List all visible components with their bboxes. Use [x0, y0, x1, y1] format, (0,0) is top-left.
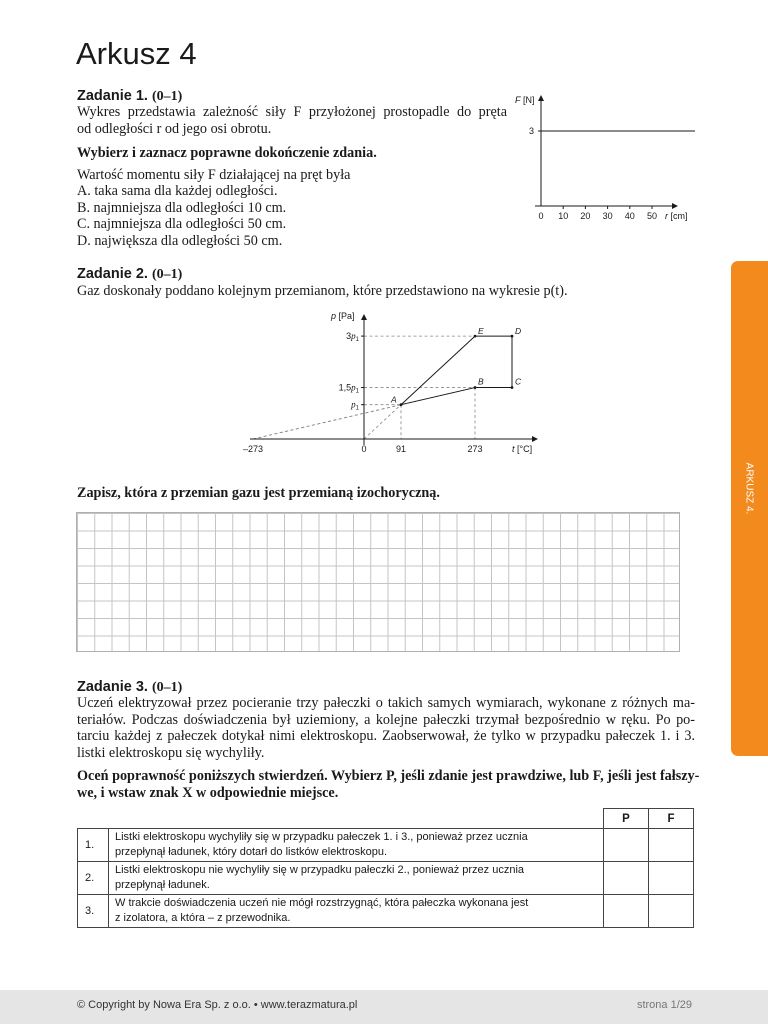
chart1-xlabel: r [cm]: [665, 211, 688, 221]
row-number: 2.: [78, 862, 109, 895]
task1-options: [77, 183, 286, 249]
chart1-ylabel: F [N]: [515, 95, 535, 105]
task1-intro: [77, 104, 507, 137]
row1-f-cell[interactable]: [649, 829, 694, 862]
true-false-table: [77, 808, 694, 928]
answer-grid[interactable]: [76, 512, 680, 652]
side-tab-label: ARKUSZ 4.: [743, 462, 755, 515]
task1-option-d[interactable]: D. największa dla odległości 50 cm.: [77, 232, 283, 249]
pressure-temperature-chart: [230, 305, 550, 465]
task1-heading: [77, 88, 182, 105]
chart2-y-tick-label: $p_1$: [351, 399, 359, 412]
chart2-point-label: C: [515, 376, 522, 387]
side-tab: [731, 261, 768, 756]
task1-intro-line1: Wykres przedstawia zależność siły F przyłożonej prostopadle do pręta: [77, 104, 507, 120]
task2-heading-label: Zadanie 2.: [77, 266, 148, 282]
task3-intro-line1: Uczeń elektryzował przez pocieranie trzy pałeczki o takich samych wymiarach, wykonane z różnych ma-: [77, 695, 695, 711]
task1-option-b[interactable]: B. najmniejsza dla odległości 10 cm.: [77, 199, 287, 216]
chart2-point-B: [474, 386, 477, 389]
task3-points: (0–1): [151, 680, 183, 695]
chart2-cycle: [401, 336, 512, 405]
task2-instruction: Zapisz, która z przemian gazu jest przemianą izochoryczną.: [77, 485, 440, 501]
row-statement: [109, 895, 604, 928]
task2-intro: Gaz doskonały poddano kolejnym przemianom, które przedstawiono na wykresie p(t).: [77, 283, 568, 299]
chart2-x-ticks: [243, 444, 483, 454]
footer-page-number: strona 1/29: [636, 999, 692, 1011]
row-number: 3.: [78, 895, 109, 928]
task1-intro-line2: od odległości r od jego osi obrotu.: [77, 120, 272, 137]
row1-p-cell[interactable]: [604, 829, 649, 862]
row3-f-cell[interactable]: [649, 895, 694, 928]
chart2-x-tick-label: –273: [242, 444, 264, 454]
chart2-x-tick-label: 273: [467, 444, 483, 454]
chart2-ylabel: p [Pa]: [331, 311, 355, 321]
task3-intro: [77, 695, 695, 761]
row-statement-line: z izolatora, a która – z przewodnika.: [115, 911, 291, 924]
row-number: 1.: [78, 829, 109, 862]
chart1-x-tick-label: 50: [646, 211, 658, 221]
row2-p-cell[interactable]: [604, 862, 649, 895]
chart2-segment-AB: [401, 388, 475, 405]
row2-f-cell[interactable]: [649, 862, 694, 895]
row-statement: [109, 862, 604, 895]
chart1-x-ticks: [538, 206, 657, 221]
chart2-x-tick-label: 0: [361, 444, 367, 454]
chart2-y-tick-label: $1,5p_1$: [338, 382, 359, 395]
task1-stem: Wartość momentu siły F działającej na pręt była: [77, 167, 351, 183]
chart2-point-label: B: [478, 376, 484, 387]
chart2-segment-EA: [401, 336, 475, 405]
chart2-point-C: [511, 386, 514, 389]
chart2-extrapolation-line: [364, 405, 401, 439]
chart2-point-E: [474, 335, 477, 338]
footer: [0, 990, 768, 1024]
chart2-point-label: E: [478, 326, 484, 337]
chart1-x-tick-label: 0: [538, 211, 544, 221]
task3-heading-label: Zadanie 3.: [77, 679, 148, 695]
task1-instruction: Wybierz i zaznacz poprawne dokończenie zdania.: [77, 145, 377, 161]
task3-instruction-line2: we, i wstaw znak X w odpowiednie miejsce.: [77, 784, 339, 801]
row-statement-line: W trakcie doświadczenia uczeń nie mógł rozstrzygnąć, która pałeczka wykonana jest: [115, 897, 529, 909]
table-row: [78, 895, 694, 928]
chart2-y-ticks: [339, 331, 364, 412]
task3-instruction-line1: Oceń poprawność poniższych stwierdzeń. Wybierz P, jeśli zdanie jest prawdziwe, lub F, jeśli jest fałszy-: [77, 768, 700, 784]
chart2-point-D: [511, 335, 514, 338]
table-header-row: [78, 809, 694, 829]
row-statement-line: przepłynął ładunek, który dotarł do listków elektroskopu.: [115, 845, 388, 858]
task1-option-c[interactable]: C. najmniejsza dla odległości 50 cm.: [77, 216, 287, 232]
chart1-x-tick-label: 10: [558, 211, 569, 221]
chart2-point-label: D: [515, 326, 522, 337]
chart1-x-tick-label: 30: [602, 211, 613, 221]
column-f-header: F: [649, 809, 694, 829]
chart1-x-tick-label: 40: [624, 211, 635, 221]
chart1-y-tick-label: 3: [529, 126, 535, 136]
chart2-point-label: A: [391, 394, 397, 405]
table-row: [78, 829, 694, 862]
table-row: [78, 862, 694, 895]
row-statement: [109, 829, 604, 862]
chart2-xlabel: t [°C]: [512, 444, 533, 454]
task1-heading-label: Zadanie 1.: [77, 88, 148, 104]
task3-intro-line4: listki elektroskopu się wychyliły.: [77, 744, 265, 761]
column-p-header: P: [604, 809, 649, 829]
task1-points: (0–1): [151, 89, 183, 104]
force-distance-chart: [505, 88, 705, 228]
chart2-y-tick-label: $3p_1$: [346, 331, 359, 344]
task3-heading: [77, 679, 182, 696]
task3-instruction: [77, 768, 700, 801]
page-title: Arkusz 4: [76, 36, 197, 71]
row-statement-line: przepłynął ładunek.: [115, 878, 210, 891]
row-statement-line: Listki elektroskopu wychyliły się w przypadku pałeczek 1. i 3., ponieważ przez ucznia: [115, 831, 528, 843]
task2-points: (0–1): [151, 267, 183, 282]
chart1-x-tick-label: 20: [580, 211, 591, 221]
row3-p-cell[interactable]: [604, 895, 649, 928]
row-statement-line: Listki elektroskopu nie wychyliły się w przypadku pałeczki 2., ponieważ przez ucznia: [115, 864, 525, 876]
task3-intro-line3: tarciu każdej z pałeczek dotykał nimi elektroskopu. Zaobserwował, że tylko w przypadku pałeczek 1. i 3.: [77, 728, 695, 744]
task2-heading: [77, 266, 182, 283]
chart2-x-tick-label: 91: [395, 444, 407, 454]
chart2-points: [390, 326, 522, 406]
footer-copyright[interactable]: © Copyright by Nowa Era Sp. z o.o. • www.terazmatura.pl: [77, 999, 358, 1011]
chart2-point-A: [400, 403, 403, 406]
task3-intro-line2: teriałów. Podczas doświadczenia był uziemiony, a kolejne pałeczki trzymał bezpośrednio w ręku. Po po-: [77, 711, 695, 728]
task1-option-a[interactable]: A. taka sama dla każdej odległości.: [77, 183, 278, 199]
